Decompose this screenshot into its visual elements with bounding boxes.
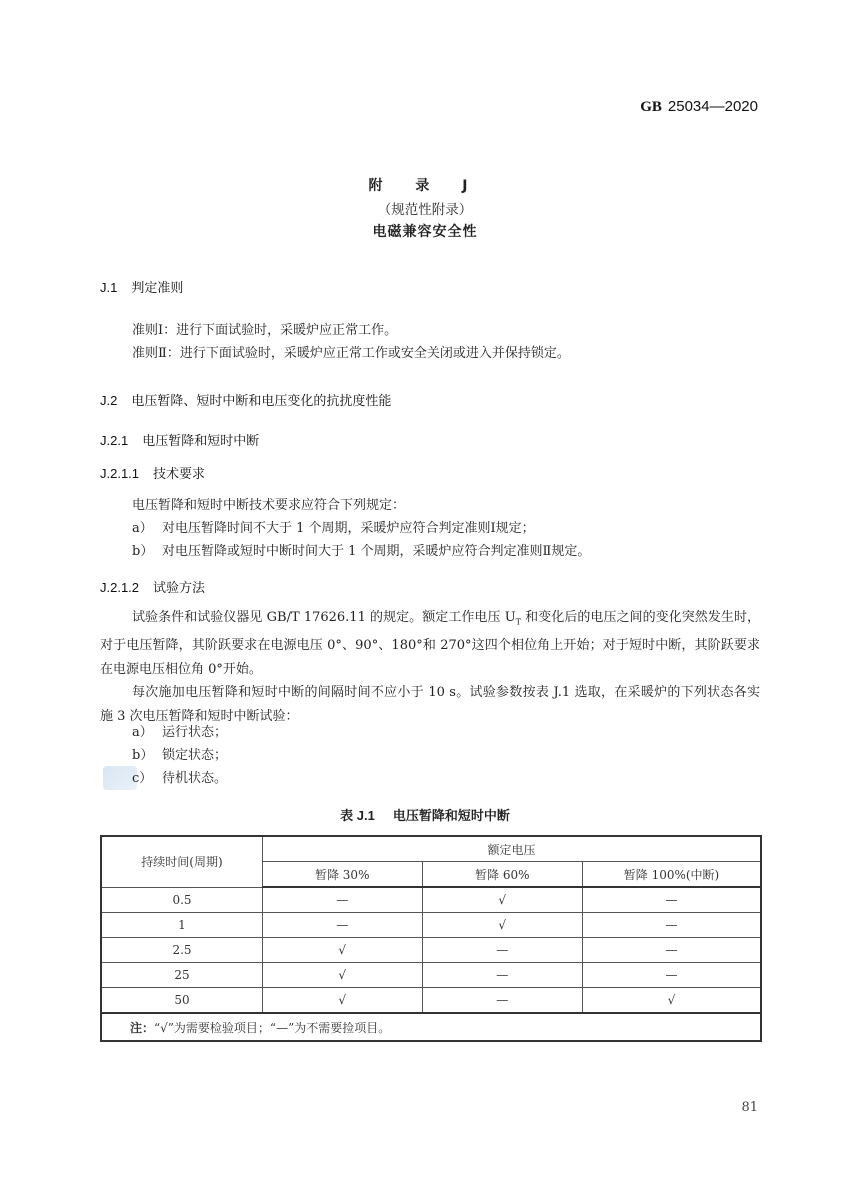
note-label: 注： [130,1020,155,1035]
table-title: 电压暂降和短时中断 [392,809,510,824]
cell-value: √ [262,938,422,963]
cell-value: — [422,963,583,988]
page-number: 81 [741,1100,758,1115]
item-label: b） [132,748,154,763]
section-title: 电压暂降、短时中断和电压变化的抗扰度性能 [131,394,392,409]
section-number: J.2 [100,393,118,408]
section-title: 电压暂降和短时中断 [142,434,260,449]
header-dip-30: 暂降 30% [262,862,422,888]
cell-duration: 50 [101,988,262,1014]
table-row [101,963,761,988]
standard-number [640,98,758,116]
section-heading-j212 [100,577,205,596]
section-number: J.2.1 [100,433,129,448]
cell-value: — [262,913,422,938]
section-heading-j211 [100,463,205,482]
section-title: 判定准则 [131,281,184,296]
cell-value: — [583,963,762,988]
item-text: 对电压暂降时间不大于 1 个周期，采暖炉应符合判定准则Ⅰ规定； [162,521,535,536]
state-item [132,721,227,744]
annex-title: 附 录 J [368,178,482,194]
section-heading-j21 [100,430,259,449]
section-number: J.1 [100,280,118,295]
cell-value: — [583,913,762,938]
item-label: a） [132,521,153,536]
cell-value: — [262,887,422,913]
item-label: c） [132,771,153,786]
section-number: J.2.1.1 [100,466,140,481]
table-note-row [101,1013,761,1041]
section-number: J.2.1.2 [100,580,140,595]
table-number: 表 J.1 [340,808,375,823]
note-text: “√”为需要检验项目；“—”为不需要捡项目。 [154,1020,391,1035]
criterion-2: 准则Ⅱ：进行下面试验时，采暖炉应正常工作或安全关闭或进入并保持锁定。 [132,346,570,361]
standard-prefix: GB [640,99,662,115]
table-row [101,887,761,913]
requirement-item [132,540,590,563]
cell-duration: 1 [101,913,262,938]
item-text: 对电压暂降或短时中断时间大于 1 个周期，采暖炉应符合判定准则Ⅱ规定。 [162,544,591,559]
table-row [101,913,761,938]
state-item [132,767,227,790]
state-item [132,744,227,767]
cell-value: — [422,988,583,1014]
standard-code: 25034—2020 [667,98,758,115]
table-row [101,938,761,963]
item-text: 锁定状态； [162,748,228,763]
section-heading-j2 [100,390,391,409]
cell-duration: 0.5 [101,887,262,913]
annex-subject: 电磁兼容安全性 [372,224,478,240]
item-text: 运行状态； [162,725,228,740]
criterion-1: 准则Ⅰ：进行下面试验时，采暖炉应正常工作。 [132,323,398,338]
cell-value: — [583,938,762,963]
section-heading-j1 [100,277,183,296]
cell-value: — [422,938,583,963]
section-title: 技术要求 [153,467,206,482]
requirements-intro: 电压暂降和短时中断技术要求应符合下列规定： [132,498,406,513]
test-method-paragraph-1: 试验条件和试验仪器见 GB/T 17626.11 的规定。额定工作电压 $U_T$ 和变化后的电压之间的变化突然发生时，对于电压暂降，其阶跃要求在电源电压 0°、90°、180°和 270°这四个相位角上开始；对于短时中断，其阶跃要求在电源电压相位角 0°开始。 [100,610,760,677]
header-dip-60: 暂降 60% [422,862,583,888]
header-dip-100: 暂降 100%(中断) [583,862,762,888]
annex-type: （规范性附录） [377,202,473,218]
test-method-body [100,606,760,728]
item-text: 待机状态。 [162,771,228,786]
cell-value: √ [422,887,583,913]
cell-value: √ [262,988,422,1014]
table-caption [0,805,850,824]
cell-value: √ [262,963,422,988]
section-title: 试验方法 [153,581,206,596]
cell-value: √ [583,988,762,1014]
header-rated-voltage: 额定电压 [262,836,761,862]
cell-duration: 25 [101,963,262,988]
header-duration: 持续时间(周期) [101,836,262,887]
cell-duration: 2.5 [101,938,262,963]
test-method-paragraph-2: 每次施加电压暂降和短时中断的间隔时间不应小于 10 s。试验参数按表 J.1 选取，在采暖炉的下列状态各实施 3 次电压暂降和短时中断试验： [100,685,760,724]
cell-value: √ [422,913,583,938]
voltage-dip-table [100,835,762,1042]
subscript: T [515,617,521,627]
table-row [101,988,761,1014]
item-label: a） [132,725,153,740]
cell-value: — [583,887,762,913]
requirement-item [132,517,535,540]
table-header-row [101,836,761,862]
table-note [101,1013,761,1041]
item-label: b） [132,544,154,559]
